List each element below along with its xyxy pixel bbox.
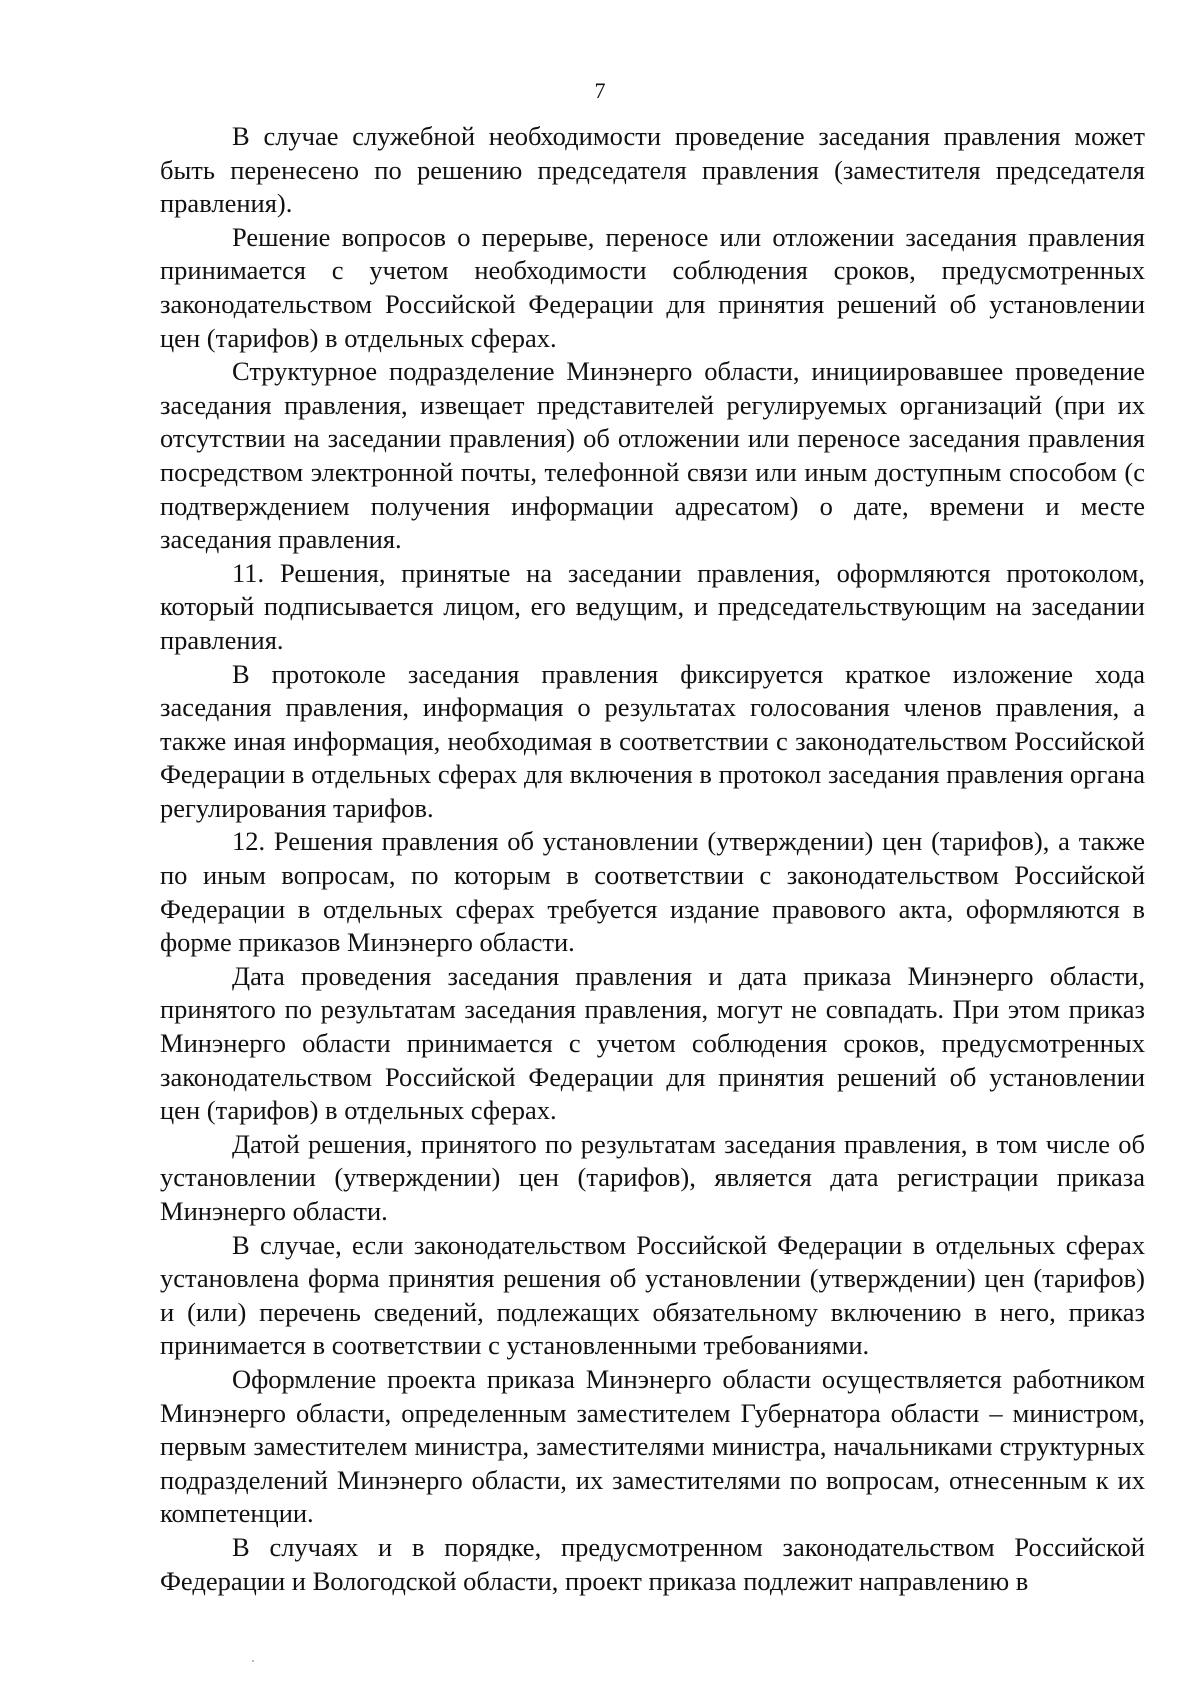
scan-artifact [252,1660,254,1662]
paragraph: В случае, если законодательством Российской Федерации в отдельных сферах установлена форма принятия решения об установлении (утверждении) цен (тарифов) и (или) перечень сведений, подлежащих обязательному включению в него, приказ принимается в соответствии с установленными требованиями. [160,1229,1145,1361]
paragraph: Решение вопросов о перерыве, переносе или отложении заседания правления принимается с учетом необходимости соблюдения сроков, предусмотренных законодательством Российской Федерации для принятия решений об установлении цен (тарифов) в отдельных сферах. [160,221,1145,353]
paragraph: Дата проведения заседания правления и дата приказа Минэнерго области, принятого по результатам заседания правления, могут не совпадать. При этом приказ Минэнерго области принимается с учетом соблюдения сроков, предусмотренных законодательством Российской Федерации для принятия решений об установлении цен (тарифов) в отдельных сферах. [160,960,1145,1126]
paragraph: 11. Решения, принятые на заседании правления, оформляются протоколом, который подписывается лицом, его ведущим, и председательствующим на заседании правления. [160,557,1145,655]
paragraph: В случаях и в порядке, предусмотренном законодательством Российской Федерации и Вологодской области, проект приказа подлежит направлению в [160,1531,1145,1596]
paragraph: В случае служебной необходимости проведение заседания правления может быть перенесено по решению председателя правления (заместителя председателя правления). [160,121,1145,219]
paragraph: 12. Решения правления об установлении (утверждении) цен (тарифов), а также по иным вопросам, по которым в соответствии с законодательством Российской Федерации в отдельных сферах требуется издание правового акта, оформляются в форме приказов Минэнерго области. [160,826,1145,958]
paragraph: В протоколе заседания правления фиксируется краткое изложение хода заседания правления, информация о результатах голосования членов правления, а также иная информация, необходимая в соответствии с законодательством Российской Федерации в отдельных сферах для включения в протокол заседания правления органа регулирования тарифов. [160,658,1145,823]
paragraph: Оформление проекта приказа Минэнерго области осуществляется работником Минэнерго области, определенным заместителем Губернатора области – министром, первым заместителем министра, заместителями министра, начальниками структурных подразделений Минэнерго области, их заместителями по вопросам, отнесенным к их компетенции. [160,1363,1145,1529]
document-body [160,120,1145,1598]
paragraph: Структурное подразделение Минэнерго области, инициировавшее проведение заседания правления, извещает представителей регулируемых организаций (при их отсутствии на заседании правления) об отложении или переносе заседания правления посредством электронной почты, телефонной связи или иным доступным способом (с подтверждением получения информации адресатом) о дате, времени и месте заседания правления. [160,356,1145,555]
page-number: 7 [594,78,606,103]
paragraph: Датой решения, принятого по результатам заседания правления, в том числе об установлении (утверждении) цен (тарифов), является дата регистрации приказа Минэнерго области. [160,1128,1145,1226]
